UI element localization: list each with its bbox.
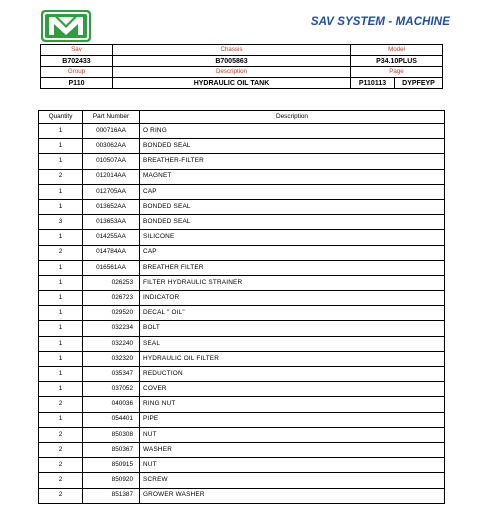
table-row	[39, 336, 445, 351]
quantity-cell: 1	[39, 184, 83, 199]
table-row	[39, 351, 445, 366]
description-cell: BREATHER-FILTER	[140, 154, 445, 169]
quantity-cell: 2	[39, 488, 83, 503]
description-cell: SILICONE	[140, 230, 445, 245]
part-number-cell: 003062AA	[83, 139, 140, 154]
table-row	[39, 215, 445, 230]
part-number-cell: 054401	[83, 412, 140, 427]
part-number-cell: 010507AA	[83, 154, 140, 169]
table-row	[39, 427, 445, 442]
description-cell: NUT	[140, 427, 445, 442]
table-row	[39, 139, 445, 154]
description-cell: DECAL " OIL"	[140, 306, 445, 321]
info-header-table	[40, 44, 443, 89]
part-number-cell: 013653AA	[83, 215, 140, 230]
quantity-cell: 1	[39, 321, 83, 336]
table-row	[39, 412, 445, 427]
description-cell: BONDED SEAL	[140, 139, 445, 154]
parts-table	[38, 110, 445, 504]
table-row	[39, 184, 445, 199]
table-row	[39, 473, 445, 488]
company-logo	[41, 10, 91, 42]
quantity-cell: 2	[39, 427, 83, 442]
quantity-cell: 1	[39, 351, 83, 366]
part-number-cell: 851387	[83, 488, 140, 503]
quantity-cell: 1	[39, 336, 83, 351]
table-row	[39, 260, 445, 275]
quantity-cell: 2	[39, 397, 83, 412]
quantity-cell: 1	[39, 154, 83, 169]
quantity-cell: 2	[39, 442, 83, 457]
quantity-cell: 1	[39, 124, 83, 139]
table-row	[39, 275, 445, 290]
table-row	[39, 124, 445, 139]
quantity-cell: 1	[39, 199, 83, 214]
quantity-cell: 1	[39, 367, 83, 382]
page-code: DYPFEYP	[395, 78, 443, 89]
quantity-cell: 1	[39, 139, 83, 154]
description-cell: BONDED SEAL	[140, 215, 445, 230]
table-row	[39, 442, 445, 457]
group-value: P110	[41, 78, 113, 89]
description-cell: CAP	[140, 245, 445, 260]
quantity-cell: 2	[39, 473, 83, 488]
quantity-cell: 1	[39, 260, 83, 275]
part-number-cell: 029520	[83, 306, 140, 321]
part-number-cell: 000716AA	[83, 124, 140, 139]
table-row	[39, 458, 445, 473]
table-row	[39, 199, 445, 214]
description-cell: REDUCTION	[140, 367, 445, 382]
table-row	[39, 488, 445, 503]
sav-value: B702433	[41, 56, 113, 67]
table-row	[39, 382, 445, 397]
part-number-cell: 026723	[83, 291, 140, 306]
description-cell: GROWER WASHER	[140, 488, 445, 503]
part-number-cell: 850367	[83, 442, 140, 457]
table-row	[39, 230, 445, 245]
description-cell: RING NUT	[140, 397, 445, 412]
part-number-cell: 026253	[83, 275, 140, 290]
part-number-cell: 035347	[83, 367, 140, 382]
description-cell: NUT	[140, 458, 445, 473]
part-number-cell: 014784AA	[83, 245, 140, 260]
description-cell: COVER	[140, 382, 445, 397]
description-cell: FILTER HYDRAULIC STRAINER	[140, 275, 445, 290]
table-row	[39, 245, 445, 260]
chassis-value: B7005863	[113, 56, 351, 67]
description-value: HYDRAULIC OIL TANK	[113, 78, 351, 89]
table-row	[39, 169, 445, 184]
table-row	[39, 367, 445, 382]
description-cell: SEAL	[140, 336, 445, 351]
description-cell: INDICATOR	[140, 291, 445, 306]
part-number-cell: 040036	[83, 397, 140, 412]
table-row	[39, 154, 445, 169]
table-row	[39, 321, 445, 336]
part-number-cell: 850920	[83, 473, 140, 488]
table-row	[39, 306, 445, 321]
part-number-cell: 032320	[83, 351, 140, 366]
model-label: Model	[351, 45, 443, 56]
quantity-cell: 2	[39, 458, 83, 473]
part-number-cell: 012014AA	[83, 169, 140, 184]
page-value: P110113	[351, 78, 395, 89]
description-cell: SCREW	[140, 473, 445, 488]
part-number-cell: 032234	[83, 321, 140, 336]
description-cell: BONDED SEAL	[140, 199, 445, 214]
description-cell: BOLT	[140, 321, 445, 336]
part-number-cell: 037052	[83, 382, 140, 397]
column-header-part-number: Part Number	[83, 111, 140, 124]
description-cell: CAP	[140, 184, 445, 199]
column-header-quantity: Quantity	[39, 111, 83, 124]
quantity-cell: 2	[39, 245, 83, 260]
page-label: Page	[351, 67, 443, 78]
description-label: Description	[113, 67, 351, 78]
quantity-cell: 1	[39, 412, 83, 427]
part-number-cell: 850308	[83, 427, 140, 442]
quantity-cell: 2	[39, 169, 83, 184]
logo-icon	[41, 10, 91, 42]
description-cell: PIPE	[140, 412, 445, 427]
page-title: SAV SYSTEM - MACHINE	[310, 16, 450, 28]
quantity-cell: 1	[39, 306, 83, 321]
quantity-cell: 3	[39, 215, 83, 230]
part-number-cell: 016561AA	[83, 260, 140, 275]
table-row	[39, 291, 445, 306]
part-number-cell: 012705AA	[83, 184, 140, 199]
part-number-cell: 014255AA	[83, 230, 140, 245]
chassis-label: Chassis	[113, 45, 351, 56]
description-cell: O RING	[140, 124, 445, 139]
group-label: Group	[41, 67, 113, 78]
part-number-cell: 013652AA	[83, 199, 140, 214]
quantity-cell: 1	[39, 230, 83, 245]
part-number-cell: 850915	[83, 458, 140, 473]
model-value: P34.10PLUS	[351, 56, 443, 67]
quantity-cell: 1	[39, 382, 83, 397]
quantity-cell: 1	[39, 291, 83, 306]
description-cell: BREATHER FILTER	[140, 260, 445, 275]
part-number-cell: 032240	[83, 336, 140, 351]
column-header-description: Description	[140, 111, 445, 124]
quantity-cell: 1	[39, 275, 83, 290]
sav-label: Sav	[41, 45, 113, 56]
description-cell: WASHER	[140, 442, 445, 457]
description-cell: HYDRAULIC OIL FILTER	[140, 351, 445, 366]
description-cell: MAGNET	[140, 169, 445, 184]
parts-table-header	[39, 111, 445, 124]
table-row	[39, 397, 445, 412]
